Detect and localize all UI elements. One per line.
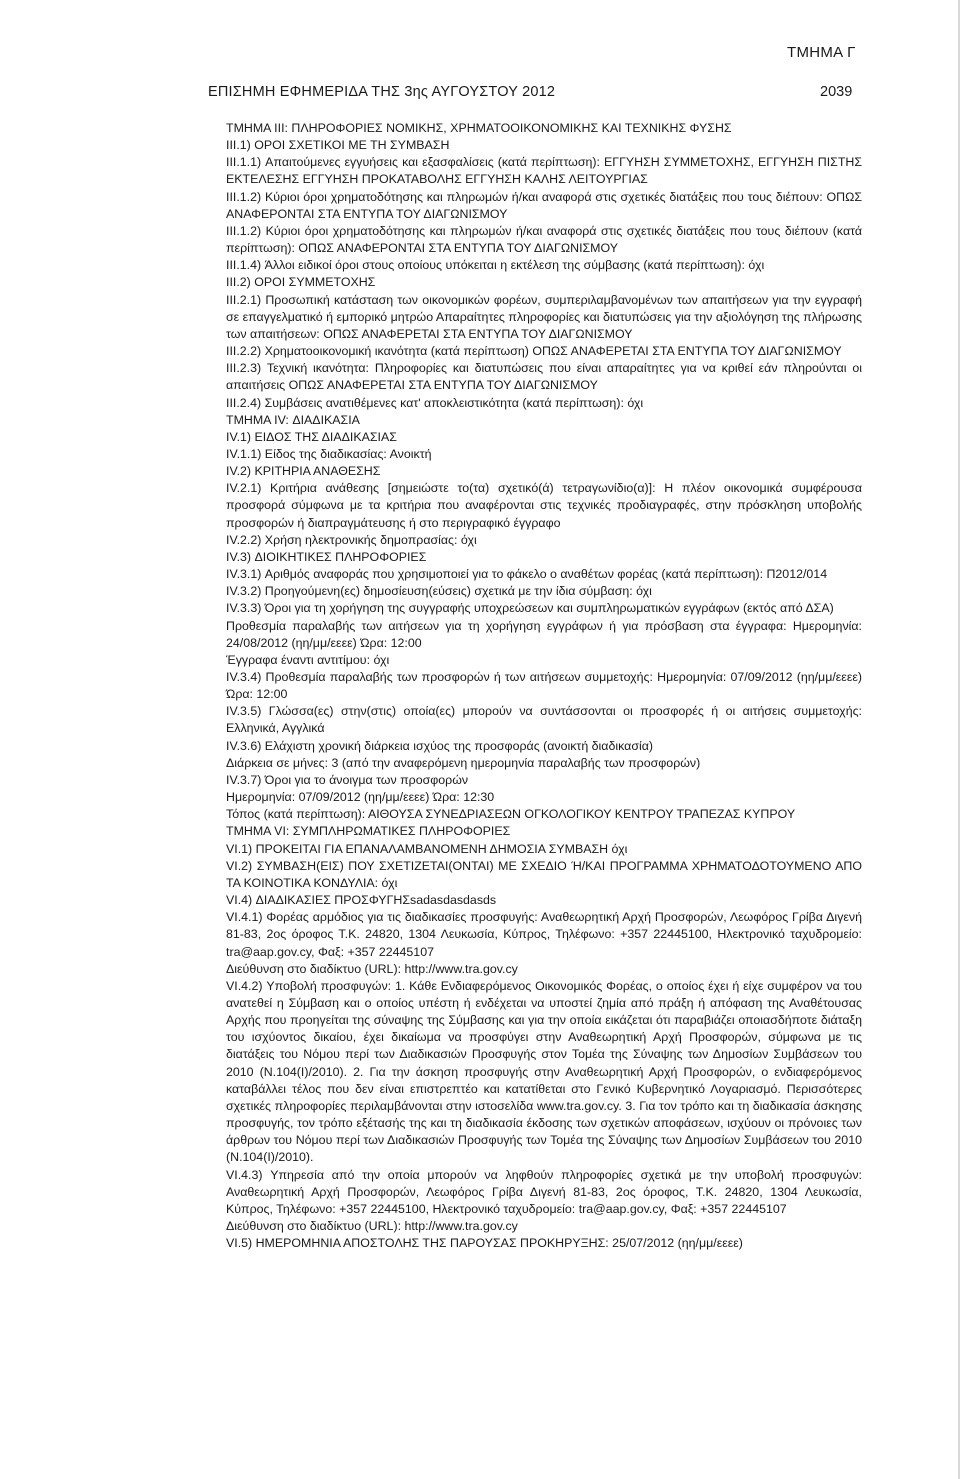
paragraph: Έγγραφα έναντι αντιτίμου: όχι: [226, 652, 390, 667]
paragraph: Προθεσμία παραλαβής των αιτήσεων για τη χορήγηση εγγράφων ή για πρόσβαση στα έγγραφα: Ημερομηνία: 24/08/2012 (ηη/μμ/εεεε) Ώρα: 12:00: [226, 618, 862, 650]
paragraph: IV.3.5) Γλώσσα(ες) στην(στις) οποία(ες) μπορούν να συντάσσονται οι προσφορές ή οι αιτήσεις συμμετοχής: Ελληνικά, Αγγλικά: [226, 704, 862, 736]
paragraph: IV.3.2) Προηγούμενη(ες) δημοσίευση(εύσεις) σχετικά με την ίδια σύμβαση: όχι: [226, 584, 652, 599]
paragraph: III.2.2) Χρηματοοικονομική ικανότητα (κατά περίπτωση) ΟΠΩΣ ΑΝΑΦΕΡΕΤΑΙ ΣΤΑ ΕΝΤΥΠΑ ΤΟΥ ΔΙΑΓΩΝΙΣΜΟΥ: [226, 344, 842, 359]
page-number: 2039: [820, 84, 853, 100]
paragraph: VI.4.1) Φορέας αρμόδιος για τις διαδικασίες προσφυγής: Αναθεωρητική Αρχή Προσφορών, Λεωφόρος Γρίβα Διγενή 81-83, 2ος όροφος Τ.Κ. 24820, 1304 Λευκωσία, Κύπρος, Τηλέφωνο: +357 22445100, Ηλεκτρονικό ταχυδρομείο: tra@aap.gov.cy, Φαξ: +357 22445107: [226, 910, 862, 959]
paragraph: IV.3.3) Όροι για τη χορήγηση της συγγραφής υποχρεώσεων και συμπληρωματικών εγγράφων (εκτός από ΔΣΑ): [226, 601, 834, 616]
paragraph: Ημερομηνία: 07/09/2012 (ηη/μμ/εεεε) Ώρα: 12:30: [226, 790, 495, 805]
paragraph: III.2.1) Προσωπική κατάσταση των οικονομικών φορέων, συμπεριλαμβανομένων των απαιτήσεων για την εγγραφή σε επαγγελματικό ή εμπορικό μητρώο Απαραίτητες πληροφορίες και διατυπώσεις για την αξιολόγηση της πλήρωσης των απαιτήσεων: ΟΠΩΣ ΑΝΑΦΕΡΕΤΑΙ ΣΤΑ ΕΝΤΥΠΑ ΤΟΥ ΔΙΑΓΩΝΙΣΜΟΥ: [226, 292, 862, 341]
paragraph: VI.5) ΗΜΕΡΟΜΗΝΙΑ ΑΠΟΣΤΟΛΗΣ ΤΗΣ ΠΑΡΟΥΣΑΣ ΠΡΟΚΗΡΥΞΗΣ: 25/07/2012 (ηη/μμ/εεεε): [226, 1236, 743, 1251]
paragraph: ΤΜΗΜΑ VI: ΣΥΜΠΛΗΡΩΜΑΤΙΚΕΣ ΠΛΗΡΟΦΟΡΙΕΣ: [226, 824, 511, 839]
paragraph: IV.3) ΔΙΟΙΚΗΤΙΚΕΣ ΠΛΗΡΟΦΟΡΙΕΣ: [226, 549, 427, 564]
paragraph: Διεύθυνση στο διαδίκτυο (URL): http://www.tra.gov.cy: [226, 1219, 518, 1233]
paragraph: VI.1) ΠΡΟΚΕΙΤΑΙ ΓΙΑ ΕΠΑΝΑΛΑΜΒΑΝΟΜΕΝΗ ΔΗΜΟΣΙΑ ΣΥΜΒΑΣΗ όχι: [226, 841, 628, 856]
paragraph: IV.1.1) Είδος της διαδικασίας: Ανοικτή: [226, 446, 432, 461]
paragraph: IV.3.7) Όροι για το άνοιγμα των προσφορών: [226, 772, 469, 787]
paragraph: Διεύθυνση στο διαδίκτυο (URL): http://www.tra.gov.cy: [226, 961, 518, 976]
paragraph: III.1.1) Απαιτούμενες εγγυήσεις και εξασφαλίσεις (κατά περίπτωση): ΕΓΓΥΗΣΗ ΣΥΜΜΕΤΟΧΗΣ, ΕΓΓΥΗΣΗ ΠΙΣΤΗΣ ΕΚΤΕΛΕΣΗΣ ΕΓΓΥΗΣΗ ΠΡΟΚΑΤΑΒΟΛΗΣ ΕΓΓΥΗΣΗ ΚΑΛΗΣ ΛΕΙΤΟΥΡΓΙΑΣ: [226, 155, 862, 187]
paragraph: III.2.3) Τεχνική ικανότητα: Πληροφορίες και διατυπώσεις που είναι απαραίτητες για να κριθεί εάν πληρούνται οι απαιτήσεις ΟΠΩΣ ΑΝΑΦΕΡΕΤΑΙ ΣΤΑ ΕΝΤΥΠΑ ΤΟΥ ΔΙΑΓΩΝΙΣΜΟΥ: [226, 361, 862, 393]
paragraph: IV.3.6) Ελάχιστη χρονική διάρκεια ισχύος της προσφοράς (ανοικτή διαδικασία): [226, 738, 654, 753]
paragraph: IV.3.4) Προθεσμία παραλαβής των προσφορών ή των αιτήσεων συμμετοχής: Ημερομηνία: 07/09/2012 (ηη/μμ/εεεε) Ώρα: 12:00: [226, 670, 862, 702]
paragraph: III.1.2) Κύριοι όροι χρηματοδότησης και πληρωμών ή/και αναφορά στις σχετικές διατάξεις που τους διέπουν (κατά περίπτωση): ΟΠΩΣ ΑΝΑΦΕΡΟΝΤΑΙ ΣΤΑ ΕΝΤΥΠΑ ΤΟΥ ΔΙΑΓΩΝΙΣΜΟΥ: [226, 223, 862, 256]
paragraph: ΤΜΗΜΑ III: ΠΛΗΡΟΦΟΡΙΕΣ ΝΟΜΙΚΗΣ, ΧΡΗΜΑΤΟΟΙΚΟΝΟΜΙΚΗΣ ΚΑΙ ΤΕΧΝΙΚΗΣ ΦΥΣΗΣ: [226, 121, 732, 135]
paragraph: III.2) ΟΡΟΙ ΣΥΜΜΕΤΟΧΗΣ: [226, 275, 376, 290]
paragraph: III.1) ΟΡΟΙ ΣΧΕΤΙΚΟΙ ΜΕ ΤΗ ΣΥΜΒΑΣΗ: [226, 138, 450, 153]
paragraph: III.2.4) Συμβάσεις ανατιθέμενες κατ' αποκλειστικότητα (κατά περίπτωση): όχι: [226, 395, 644, 410]
paragraph: ΤΜΗΜΑ IV: ΔΙΑΔΙΚΑΣΙΑ: [226, 412, 360, 427]
paragraph: III.1.4) Άλλοι ειδικοί όροι στους οποίους υπόκειται η εκτέλεση της σύμβασης (κατά περίπτωση): όχι: [226, 258, 765, 273]
section-label: ΤΜΗΜΑ Γ: [787, 44, 856, 61]
paragraph: III.1.2) Κύριοι όροι χρηματοδότησης και πληρωμών ή/και αναφορά στις σχετικές διατάξεις που τους διέπουν: ΟΠΩΣ ΑΝΑΦΕΡΟΝΤΑΙ ΣΤΑ ΕΝΤΥΠΑ ΤΟΥ ΔΙΑΓΩΝΙΣΜΟΥ: [226, 189, 862, 221]
paragraph: IV.1) ΕΙΔΟΣ ΤΗΣ ΔΙΑΔΙΚΑΣΙΑΣ: [226, 429, 397, 444]
paragraph: VI.4.2) Υποβολή προσφυγών: 1. Κάθε Ενδιαφερόμενος Οικονομικός Φορέας, ο οποίος έχει ή είχε συμφέρον να του ανατεθεί η Σύμβαση και ο οποίος υπέστη ή ενδέχεται να υποστεί ζημία από πράξη ή απόφαση της Αναθέτουσας Αρχής που προηγείται της σύναψης της Σύμβασης και για την οποία εικάζεται ότι παραβιάζει οποιασδήποτε διάταξη του ισχύοντος δικαίου, έχει δικαίωμα να προσφύγει στην Αναθεωρητική Αρχή Προσφορών, σύμφωνα με τις διατάξεις του Νόμου περί των Διαδικασιών Προσφυγής στον Τομέα της Σύναψης των Δημοσίων Συμβάσεων του 2010 (Ν.104(Ι)/2010). 2. Για την άσκηση προσφυγής στην Αναθεωρητική Αρχή Προσφορών, ο ενδιαφερόμενος καταβάλλει τέλος που δεν είναι επιστρεπτέο και κατατίθεται στο Γενικό Κυβερνητικό Λογαριασμό. Περισσότερες σχετικές πληροφορίες περιλαμβάνονται στην ιστοσελίδα www.tra.gov.cy. 3. Για τον τρόπο και τη διαδικασία άσκησης προσφυγής, τον τρόπο εξέτασής της και τη διαδικασία έκδοσης των σχετικών αποφάσεων, ισχύουν οι πρόνοιες των άρθρων του Νόμου περί των Διαδικασιών Προσφυγής των Τομέα της Σύναψης των Δημοσίων Συμβάσεων του 2010 (Ν.104(Ι)/2010).: [226, 978, 862, 1165]
paragraph: Διάρκεια σε μήνες: 3 (από την αναφερόμενη ημερομηνία παραλαβής των προσφορών): [226, 755, 701, 770]
paragraph: IV.2) ΚΡΙΤΗΡΙΑ ΑΝΑΘΕΣΗΣ: [226, 464, 381, 479]
paragraph: IV.2.2) Χρήση ηλεκτρονικής δημοπρασίας: όχι: [226, 532, 477, 547]
paragraph: IV.2.1) Κριτήρια ανάθεσης [σημειώστε το(τα) σχετικό(ά) τετραγωνίδιο(α)]: Η πλέον οικονομικά συμφέρουσα προσφορά σύμφωνα με τα κριτήρια που αναφέρονται στις τεχνικές προδιαγραφές, στην πρόσκληση υποβολής προσφορών ή διαπραγμάτευσης ή στο περιγραφικό έγγραφο: [226, 481, 862, 530]
paragraph: IV.3.1) Αριθμός αναφοράς που χρησιμοποιεί για το φάκελο ο αναθέτων φορέας (κατά περίπτωση): Π2012/014: [226, 567, 828, 582]
document-body: [226, 120, 862, 1252]
paragraph: Τόπος (κατά περίπτωση): ΑΙΘΟΥΣΑ ΣΥΝΕΔΡΙΑΣΕΩΝ ΟΓΚΟΛΟΓΙΚΟΥ ΚΕΝΤΡΟΥ ΤΡΑΠΕΖΑΣ ΚΥΠΡΟΥ: [226, 807, 796, 822]
paragraph: VI.4.3) Υπηρεσία από την οποία μπορούν να ληφθούν πληροφορίες σχετικά με την υποβολή προσφυγών: Αναθεωρητική Αρχή Προσφορών, Λεωφόρος Γρίβα Διγενή 81-83, 2ος όροφος, Τ.Κ. 24820, 1304 Λευκωσία, Κύπρος, Τηλέφωνο: +357 22445100, Ηλεκτρονικό ταχυδρομείο: tra@aap.gov.cy, Φαξ: +357 22445107: [226, 1167, 862, 1216]
paragraph: VI.4) ΔΙΑΔΙΚΑΣΙΕΣ ΠΡΟΣΦΥΓΗΣsadasdasdasds: [226, 893, 497, 908]
gazette-title: ΕΠΙΣΗΜΗ ΕΦΗΜΕΡΙΔΑ ΤΗΣ 3ης ΑΥΓΟΥΣΤΟΥ 2012: [208, 84, 556, 100]
paragraph: VI.2) ΣΥΜΒΑΣΗ(ΕΙΣ) ΠΟΥ ΣΧΕΤΙΖΕΤΑΙ(ΟΝΤΑΙ) ΜΕ ΣΧΕΔΙΟ Ή/ΚΑΙ ΠΡΟΓΡΑΜΜΑ ΧΡΗΜΑΤΟΔΟΤΟΥΜΕΝΟ ΑΠΟ ΤΑ ΚΟΙΝΟΤΙΚΑ ΚΟΝΔΥΛΙΑ: όχι: [226, 858, 862, 890]
